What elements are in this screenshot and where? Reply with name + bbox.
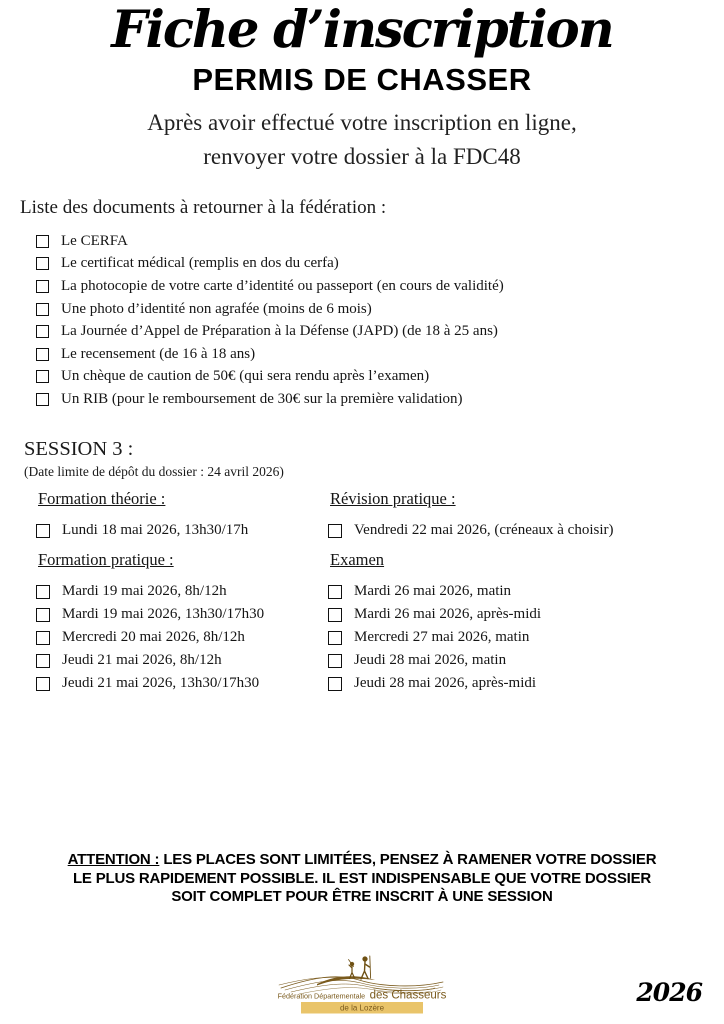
attention-label: ATTENTION : [67, 851, 160, 868]
checkbox-revision-vendredi22[interactable] [328, 524, 342, 538]
list-item [36, 649, 321, 672]
list-item [36, 672, 321, 695]
list-item [36, 298, 704, 321]
page-title-script: Fiche d’inscription [111, 0, 613, 60]
list-item [36, 388, 704, 411]
session-deadline: (Date limite de dépôt du dossier : 24 avril 2026) [24, 464, 284, 479]
list-item [36, 580, 321, 603]
subtitle-line-2: renvoyer votre dossier à la FDC48 [203, 144, 521, 169]
list-item [36, 343, 704, 366]
attention-text-1: LES PLACES SONT LIMITÉES, PENSEZ À RAMENER VOTRE DOSSIER [163, 851, 657, 868]
logo-band-text: de la Lozère [339, 1003, 385, 1013]
checkbox-pratique-mardi19-matin[interactable] [36, 585, 50, 599]
list-item [36, 253, 704, 276]
checkbox-pratique-mardi19-aprem[interactable] [36, 608, 50, 622]
session-column-left [36, 489, 321, 695]
list-item [328, 672, 668, 695]
page-title-main: PERMIS DE CHASSER [192, 62, 532, 97]
attention-notice [22, 851, 702, 907]
slot-label: Jeudi 28 mai 2026, après-midi [354, 675, 537, 691]
slot-label: Mercredi 20 mai 2026, 8h/12h [62, 629, 245, 645]
slot-label: Mercredi 27 mai 2026, matin [354, 629, 530, 645]
page-subtitle [0, 106, 724, 174]
slot-label: Mardi 19 mai 2026, 13h30/17h30 [62, 606, 265, 622]
list-item [36, 626, 321, 649]
attention-line-3: SOIT COMPLET POUR ÊTRE INSCRIT À UNE SESSION [171, 888, 553, 905]
doc-label: La Journée d’Appel de Préparation à la Défense (JAPD) (de 18 à 25 ans) [61, 323, 498, 340]
list-item [328, 649, 668, 672]
documents-heading: Liste des documents à retourner à la fédération : [20, 197, 387, 218]
documents-list [36, 230, 704, 411]
checkbox-pratique-jeudi21-aprem[interactable] [36, 677, 50, 691]
session-column-right [328, 489, 668, 695]
checkbox-pratique-jeudi21-matin[interactable] [36, 654, 50, 668]
session-heading: SESSION 3 : [24, 438, 134, 460]
slot-label: Jeudi 21 mai 2026, 13h30/17h30 [62, 675, 260, 691]
hunters-icon [349, 956, 371, 979]
list-item [328, 519, 668, 542]
subtitle-line-1: Après avoir effectué votre inscription en ligne, [147, 110, 577, 135]
list-item [328, 580, 668, 603]
formation-theorie-heading: Formation théorie : [38, 489, 166, 508]
list-item [36, 519, 321, 542]
slot-label: Jeudi 28 mai 2026, matin [354, 652, 507, 668]
list-item [36, 366, 704, 389]
list-item [328, 626, 668, 649]
logo-text-large: des Chasseurs [369, 989, 447, 1002]
examen-heading: Examen [330, 550, 385, 569]
fdc-lozere-logo [277, 952, 447, 1014]
list-item [328, 603, 668, 626]
checkbox-pratique-mercredi20[interactable] [36, 631, 50, 645]
attention-line-1 [22, 851, 702, 870]
checkbox-examen-mardi26-matin[interactable] [328, 585, 342, 599]
doc-label: Un RIB (pour le remboursement de 30€ sur la première validation) [61, 390, 463, 407]
checkbox-examen-mardi26-aprem[interactable] [328, 608, 342, 622]
list-item [36, 230, 704, 253]
doc-label: La photocopie de votre carte d’identité ou passeport (en cours de validité) [61, 277, 504, 294]
documents-section [20, 197, 704, 411]
slot-label: Mardi 19 mai 2026, 8h/12h [62, 583, 227, 599]
doc-label: Une photo d’identité non agrafée (moins de 6 mois) [61, 300, 372, 317]
slot-label: Vendredi 22 mai 2026, (créneaux à choisir) [354, 522, 614, 538]
year-label: 2026 [636, 978, 702, 1007]
doc-label: Le CERFA [61, 232, 128, 249]
slot-label: Lundi 18 mai 2026, 13h30/17h [62, 522, 249, 538]
checkbox-doc-cerfa[interactable] [36, 235, 49, 248]
doc-label: Un chèque de caution de 50€ (qui sera rendu après l’examen) [61, 368, 430, 385]
slot-label: Jeudi 21 mai 2026, 8h/12h [62, 652, 222, 668]
checkbox-doc-rib[interactable] [36, 393, 49, 406]
logo-text-small: Fédération Départementale [277, 991, 366, 1001]
checkbox-doc-photo[interactable] [36, 303, 49, 316]
list-item [36, 320, 704, 343]
checkbox-theorie-lundi18[interactable] [36, 524, 50, 538]
checkbox-doc-certificat[interactable] [36, 257, 49, 270]
checkbox-doc-japd[interactable] [36, 325, 49, 338]
checkbox-doc-cheque[interactable] [36, 370, 49, 383]
attention-line-2: LE PLUS RAPIDEMENT POSSIBLE. IL EST INDISPENSABLE QUE VOTRE DOSSIER [72, 869, 652, 887]
checkbox-doc-recensement[interactable] [36, 348, 49, 361]
checkbox-doc-photocopie[interactable] [36, 280, 49, 293]
checkbox-examen-jeudi28-matin[interactable] [328, 654, 342, 668]
list-item [36, 603, 321, 626]
formation-pratique-heading: Formation pratique : [38, 550, 174, 569]
doc-label: Le recensement (de 16 à 18 ans) [61, 345, 256, 362]
revision-pratique-heading: Révision pratique : [330, 489, 456, 508]
checkbox-examen-jeudi28-aprem[interactable] [328, 677, 342, 691]
slot-label: Mardi 26 mai 2026, après-midi [354, 606, 542, 622]
list-item [36, 275, 704, 298]
doc-label: Le certificat médical (remplis en dos du cerfa) [61, 255, 339, 272]
slot-label: Mardi 26 mai 2026, matin [354, 583, 512, 599]
checkbox-examen-mercredi27[interactable] [328, 631, 342, 645]
